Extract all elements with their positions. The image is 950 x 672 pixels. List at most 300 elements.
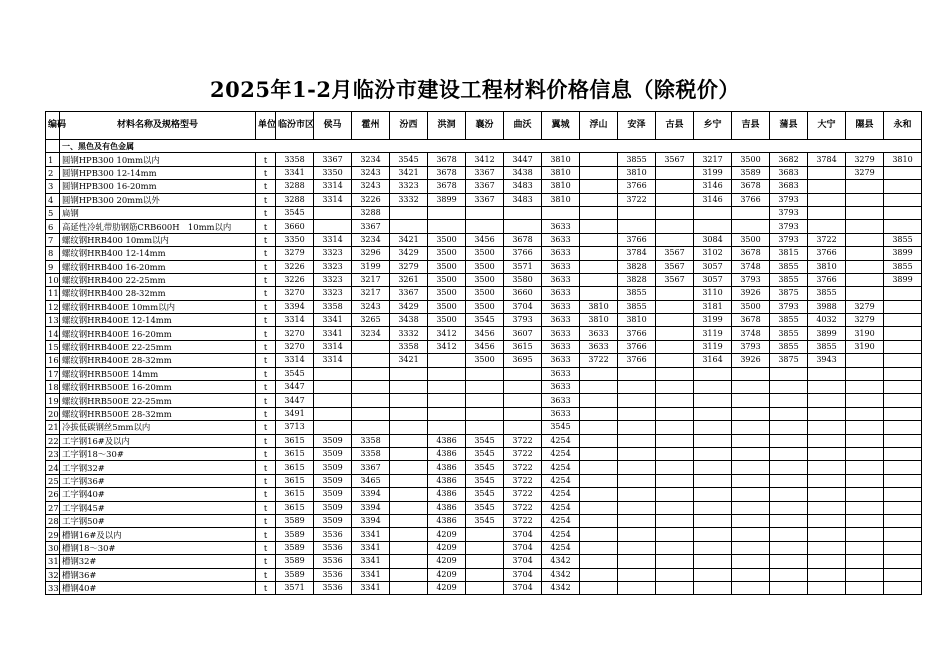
material-name-cell: 扁钢 <box>60 206 256 219</box>
price-cell <box>846 407 884 420</box>
price-cell <box>656 166 694 179</box>
price-cell: 3678 <box>732 247 770 260</box>
price-cell <box>732 394 770 407</box>
price-cell: 3855 <box>808 340 846 353</box>
unit-cell: t <box>256 233 276 246</box>
price-cell: 3678 <box>732 314 770 327</box>
price-cell <box>390 568 428 581</box>
price-cell: 3683 <box>770 180 808 193</box>
price-cell <box>846 260 884 273</box>
price-cell: 3633 <box>542 300 580 313</box>
price-cell: 3660 <box>276 220 314 233</box>
price-cell: 3784 <box>618 247 656 260</box>
table-row <box>46 233 922 246</box>
price-cell: 3855 <box>770 273 808 286</box>
table-row <box>46 206 922 219</box>
price-cell <box>884 421 922 434</box>
price-cell: 4254 <box>542 434 580 447</box>
price-cell <box>846 206 884 219</box>
price-cell: 3483 <box>504 180 542 193</box>
material-name-cell: 槽钢16#及以内 <box>60 528 256 541</box>
price-cell <box>580 474 618 487</box>
price-cell <box>770 394 808 407</box>
price-cell: 3429 <box>390 300 428 313</box>
price-cell: 3314 <box>314 233 352 246</box>
table-row <box>46 260 922 273</box>
price-cell <box>846 474 884 487</box>
unit-cell: t <box>256 381 276 394</box>
material-name-cell: 工字钢50# <box>60 514 256 527</box>
column-header: 材料名称及规格型号 <box>60 112 256 140</box>
price-cell <box>884 514 922 527</box>
table-row <box>46 555 922 568</box>
column-header: 襄汾 <box>466 112 504 140</box>
price-cell: 3828 <box>618 273 656 286</box>
price-cell <box>770 501 808 514</box>
price-cell: 3367 <box>466 166 504 179</box>
price-cell: 3243 <box>352 166 390 179</box>
column-header: 蒲县 <box>770 112 808 140</box>
price-cell: 3314 <box>314 193 352 206</box>
price-cell: 3855 <box>770 340 808 353</box>
price-cell <box>884 300 922 313</box>
price-cell <box>884 166 922 179</box>
price-cell: 3926 <box>732 287 770 300</box>
price-cell <box>656 314 694 327</box>
price-cell <box>656 206 694 219</box>
price-cell: 4032 <box>808 314 846 327</box>
price-cell: 3367 <box>352 220 390 233</box>
unit-cell: t <box>256 528 276 541</box>
price-cell: 3545 <box>276 367 314 380</box>
price-cell: 3509 <box>314 434 352 447</box>
price-cell: 3412 <box>428 340 466 353</box>
price-cell <box>656 568 694 581</box>
price-cell: 3412 <box>428 327 466 340</box>
price-cell: 3217 <box>694 153 732 166</box>
table-row <box>46 340 922 353</box>
unit-cell: t <box>256 287 276 300</box>
price-cell: 3633 <box>580 340 618 353</box>
price-cell: 3314 <box>314 180 352 193</box>
code-cell: 29 <box>46 528 60 541</box>
price-cell: 3110 <box>694 287 732 300</box>
code-cell: 23 <box>46 447 60 460</box>
table-row <box>46 354 922 367</box>
price-cell <box>580 260 618 273</box>
price-cell: 3766 <box>732 193 770 206</box>
price-cell <box>352 340 390 353</box>
price-cell: 3341 <box>314 327 352 340</box>
price-cell <box>846 461 884 474</box>
unit-cell: t <box>256 180 276 193</box>
price-cell: 3545 <box>542 421 580 434</box>
price-cell: 3500 <box>428 247 466 260</box>
price-cell <box>770 541 808 554</box>
price-cell <box>618 528 656 541</box>
price-cell <box>656 394 694 407</box>
price-cell: 3722 <box>504 488 542 501</box>
price-cell: 3270 <box>276 327 314 340</box>
price-cell: 3589 <box>276 541 314 554</box>
price-cell <box>466 581 504 594</box>
price-cell <box>656 461 694 474</box>
column-header: 侯马 <box>314 112 352 140</box>
price-cell <box>618 461 656 474</box>
material-name-cell: 螺纹钢HRB500E 14mm <box>60 367 256 380</box>
price-cell <box>808 528 846 541</box>
price-cell: 3314 <box>276 314 314 327</box>
price-cell <box>504 421 542 434</box>
price-cell <box>314 421 352 434</box>
price-cell: 3722 <box>504 514 542 527</box>
price-cell: 3855 <box>618 287 656 300</box>
price-cell: 4386 <box>428 474 466 487</box>
material-name-cell: 螺纹钢HRB400E 12-14mm <box>60 314 256 327</box>
price-cell <box>390 514 428 527</box>
price-cell <box>390 220 428 233</box>
price-cell: 3855 <box>884 260 922 273</box>
material-name-cell: 工字钢40# <box>60 488 256 501</box>
table-row <box>46 193 922 206</box>
price-cell: 3296 <box>352 247 390 260</box>
price-cell <box>580 461 618 474</box>
price-cell <box>390 501 428 514</box>
price-cell <box>846 568 884 581</box>
price-cell: 3412 <box>466 153 504 166</box>
price-cell: 3545 <box>466 514 504 527</box>
unit-cell: t <box>256 260 276 273</box>
price-cell <box>846 220 884 233</box>
price-cell: 3288 <box>276 193 314 206</box>
price-cell: 4254 <box>542 474 580 487</box>
price-cell: 3536 <box>314 528 352 541</box>
price-cell: 3567 <box>656 260 694 273</box>
table-row <box>46 273 922 286</box>
code-cell: 25 <box>46 474 60 487</box>
price-cell <box>770 514 808 527</box>
price-cell <box>352 421 390 434</box>
price-cell <box>846 514 884 527</box>
price-cell <box>808 501 846 514</box>
price-cell <box>580 180 618 193</box>
price-cell <box>884 340 922 353</box>
price-cell: 3545 <box>466 488 504 501</box>
price-cell <box>656 541 694 554</box>
price-cell: 3815 <box>770 247 808 260</box>
price-cell: 3545 <box>466 447 504 460</box>
table-row <box>46 421 922 434</box>
code-cell: 28 <box>46 514 60 527</box>
price-cell: 3500 <box>428 233 466 246</box>
price-cell: 3314 <box>314 340 352 353</box>
material-name-cell: 工字钢16#及以内 <box>60 434 256 447</box>
code-cell: 27 <box>46 501 60 514</box>
price-cell: 4386 <box>428 501 466 514</box>
unit-cell: t <box>256 474 276 487</box>
price-cell <box>808 581 846 594</box>
price-cell: 3678 <box>428 166 466 179</box>
price-cell: 3119 <box>694 327 732 340</box>
price-cell: 3810 <box>580 300 618 313</box>
price-cell: 4209 <box>428 581 466 594</box>
price-cell <box>884 434 922 447</box>
price-cell: 3265 <box>352 314 390 327</box>
price-cell <box>770 568 808 581</box>
price-cell: 3722 <box>618 193 656 206</box>
price-cell <box>884 541 922 554</box>
column-header: 单位 <box>256 112 276 140</box>
price-cell: 3500 <box>466 287 504 300</box>
price-cell: 3589 <box>276 555 314 568</box>
code-cell: 6 <box>46 220 60 233</box>
price-cell <box>846 233 884 246</box>
price-cell <box>694 514 732 527</box>
price-cell: 3500 <box>466 247 504 260</box>
price-cell <box>580 488 618 501</box>
price-cell <box>808 447 846 460</box>
price-cell <box>884 314 922 327</box>
price-cell: 3722 <box>504 447 542 460</box>
price-cell: 3633 <box>542 327 580 340</box>
price-cell <box>656 447 694 460</box>
material-name-cell: 圆钢HPB300 16-20mm <box>60 180 256 193</box>
price-cell: 3571 <box>276 581 314 594</box>
price-cell: 3766 <box>504 247 542 260</box>
price-cell: 3810 <box>618 314 656 327</box>
unit-cell: t <box>256 514 276 527</box>
price-cell: 3633 <box>542 340 580 353</box>
price-cell: 3084 <box>694 233 732 246</box>
price-cell: 3615 <box>276 501 314 514</box>
code-cell: 15 <box>46 340 60 353</box>
price-cell <box>884 354 922 367</box>
price-table <box>45 111 922 595</box>
price-cell <box>618 555 656 568</box>
price-cell: 3279 <box>846 300 884 313</box>
column-header: 安泽 <box>618 112 656 140</box>
price-cell <box>390 555 428 568</box>
price-cell: 3793 <box>770 300 808 313</box>
price-cell: 3332 <box>390 193 428 206</box>
price-cell <box>846 247 884 260</box>
price-cell: 3682 <box>770 153 808 166</box>
price-cell <box>732 447 770 460</box>
price-cell: 3660 <box>504 287 542 300</box>
price-cell <box>580 381 618 394</box>
price-cell <box>656 488 694 501</box>
price-cell: 3491 <box>276 407 314 420</box>
price-cell <box>580 367 618 380</box>
price-cell <box>580 434 618 447</box>
price-cell: 3279 <box>846 314 884 327</box>
price-cell <box>390 381 428 394</box>
price-cell <box>618 220 656 233</box>
price-cell <box>618 407 656 420</box>
price-cell <box>656 501 694 514</box>
table-row <box>46 180 922 193</box>
price-cell <box>656 300 694 313</box>
code-cell: 18 <box>46 381 60 394</box>
price-cell: 3500 <box>466 354 504 367</box>
price-cell <box>808 555 846 568</box>
unit-cell: t <box>256 434 276 447</box>
price-cell <box>428 206 466 219</box>
price-cell <box>390 434 428 447</box>
price-cell: 3421 <box>390 354 428 367</box>
material-name-cell: 螺纹钢HRB400E 28-32mm <box>60 354 256 367</box>
price-cell: 3615 <box>276 461 314 474</box>
price-cell <box>732 220 770 233</box>
code-cell: 32 <box>46 568 60 581</box>
price-cell: 3633 <box>542 314 580 327</box>
price-cell: 3855 <box>770 314 808 327</box>
price-cell: 3341 <box>352 568 390 581</box>
price-cell: 3678 <box>428 153 466 166</box>
price-cell <box>846 193 884 206</box>
price-cell: 3545 <box>276 206 314 219</box>
price-cell <box>580 581 618 594</box>
price-cell: 3766 <box>808 273 846 286</box>
price-cell: 3367 <box>390 287 428 300</box>
price-cell: 3793 <box>770 233 808 246</box>
price-cell <box>656 381 694 394</box>
price-cell: 3509 <box>314 488 352 501</box>
price-cell <box>656 220 694 233</box>
price-cell <box>656 354 694 367</box>
column-header: 曲沃 <box>504 112 542 140</box>
price-cell: 3057 <box>694 260 732 273</box>
price-cell: 3766 <box>618 327 656 340</box>
table-row <box>46 367 922 380</box>
price-cell: 3793 <box>732 340 770 353</box>
price-cell <box>884 581 922 594</box>
price-cell <box>314 367 352 380</box>
price-cell <box>770 555 808 568</box>
price-cell <box>808 381 846 394</box>
price-cell <box>466 568 504 581</box>
price-cell: 3226 <box>276 260 314 273</box>
price-cell: 3683 <box>770 166 808 179</box>
price-cell: 3722 <box>504 501 542 514</box>
price-cell: 3119 <box>694 340 732 353</box>
material-name-cell: 螺纹钢HRB400 22-25mm <box>60 273 256 286</box>
unit-cell: t <box>256 193 276 206</box>
price-cell: 4254 <box>542 528 580 541</box>
price-cell: 3567 <box>656 273 694 286</box>
price-cell: 3394 <box>352 501 390 514</box>
price-cell: 3589 <box>276 568 314 581</box>
price-cell <box>466 555 504 568</box>
price-cell: 3810 <box>542 193 580 206</box>
price-cell <box>694 555 732 568</box>
price-cell: 3855 <box>618 153 656 166</box>
price-cell: 3199 <box>694 314 732 327</box>
price-cell: 3748 <box>732 260 770 273</box>
price-cell: 3429 <box>390 247 428 260</box>
price-cell: 3793 <box>770 220 808 233</box>
price-cell: 3341 <box>352 528 390 541</box>
price-cell <box>656 367 694 380</box>
price-cell <box>770 407 808 420</box>
table-row <box>46 287 922 300</box>
price-cell <box>352 381 390 394</box>
price-cell <box>694 407 732 420</box>
unit-cell: t <box>256 220 276 233</box>
price-cell: 3279 <box>390 260 428 273</box>
price-cell: 3704 <box>504 300 542 313</box>
price-cell: 4386 <box>428 434 466 447</box>
price-cell: 3567 <box>656 153 694 166</box>
price-cell <box>770 474 808 487</box>
price-cell: 3509 <box>314 447 352 460</box>
price-cell <box>846 287 884 300</box>
price-cell: 3766 <box>808 247 846 260</box>
table-row <box>46 314 922 327</box>
price-cell: 3545 <box>466 501 504 514</box>
price-cell: 3580 <box>504 273 542 286</box>
price-cell: 3678 <box>504 233 542 246</box>
unit-cell: t <box>256 461 276 474</box>
price-cell: 4386 <box>428 447 466 460</box>
price-cell <box>732 474 770 487</box>
material-name-cell: 圆钢HPB300 10mm以内 <box>60 153 256 166</box>
material-name-cell: 螺纹钢HRB400E 16-20mm <box>60 327 256 340</box>
unit-cell: t <box>256 447 276 460</box>
price-cell <box>390 461 428 474</box>
price-cell: 3633 <box>542 354 580 367</box>
price-cell: 3633 <box>542 287 580 300</box>
table-row <box>46 514 922 527</box>
price-cell: 3447 <box>504 153 542 166</box>
table-row <box>46 394 922 407</box>
section-row <box>46 140 922 153</box>
price-cell: 3988 <box>808 300 846 313</box>
unit-cell: t <box>256 568 276 581</box>
code-cell: 19 <box>46 394 60 407</box>
price-cell <box>846 488 884 501</box>
price-cell: 3394 <box>352 514 390 527</box>
price-cell: 3855 <box>618 300 656 313</box>
price-cell: 3899 <box>428 193 466 206</box>
material-name-cell: 工字钢18～30# <box>60 447 256 460</box>
price-cell: 3358 <box>314 300 352 313</box>
column-header: 大宁 <box>808 112 846 140</box>
price-cell <box>656 233 694 246</box>
code-cell: 33 <box>46 581 60 594</box>
table-row <box>46 474 922 487</box>
price-cell <box>466 394 504 407</box>
price-cell <box>466 381 504 394</box>
price-cell <box>732 501 770 514</box>
price-cell: 3350 <box>314 166 352 179</box>
unit-cell: t <box>256 206 276 219</box>
price-cell <box>580 247 618 260</box>
price-cell: 3447 <box>276 394 314 407</box>
price-cell <box>352 394 390 407</box>
price-cell <box>808 206 846 219</box>
price-cell <box>314 206 352 219</box>
price-cell: 4254 <box>542 488 580 501</box>
price-cell: 3438 <box>390 314 428 327</box>
price-cell <box>314 394 352 407</box>
price-cell: 3722 <box>580 354 618 367</box>
price-cell <box>580 528 618 541</box>
price-cell: 3633 <box>542 394 580 407</box>
price-cell <box>390 528 428 541</box>
price-cell <box>732 407 770 420</box>
code-cell: 13 <box>46 314 60 327</box>
